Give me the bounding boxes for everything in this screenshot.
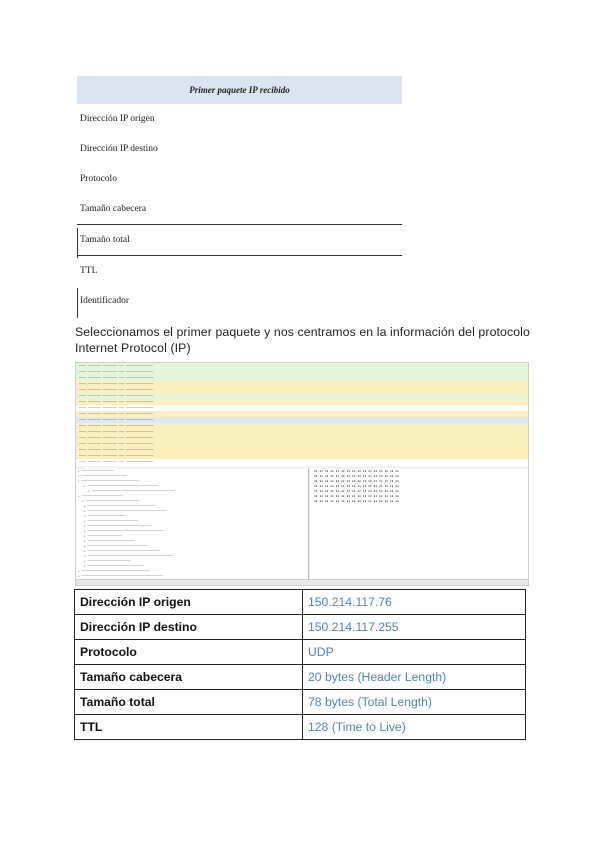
packet-row[interactable]: ──── ─────── ──────── ─── ─────────────── <box>76 459 528 465</box>
table-border-line <box>77 288 78 318</box>
packet-details-pane <box>76 469 309 579</box>
detail-line[interactable]: ▸ ─────────────────── <box>84 534 122 538</box>
packet-row[interactable]: ──── ─────── ──────── ─── ─────────────── <box>76 363 528 369</box>
template-row <box>77 164 402 194</box>
detail-line[interactable]: ▸ ────────────────────────── <box>84 539 135 543</box>
packet-row[interactable]: ──── ─────── ──────── ─── ─────────────── <box>76 369 528 375</box>
detail-line[interactable]: ▸ ─────────────────────────────── <box>84 564 144 568</box>
template-row-label: Identificador <box>80 296 130 306</box>
row-label: Tamaño cabecera <box>75 665 303 690</box>
row-value: 128 (Time to Live) <box>303 715 526 740</box>
template-row <box>77 194 402 225</box>
packet-row[interactable]: ──── ─────── ──────── ─── ─────────────── <box>76 441 528 447</box>
detail-line[interactable]: ▸ ─────────────────────────────────────────────── <box>84 554 173 558</box>
detail-line[interactable]: ▸ ─────────────────────────────────── <box>84 524 151 528</box>
template-row <box>77 104 402 134</box>
template-table-header: Primer paquete IP recibido <box>77 76 402 104</box>
wireshark-screenshot <box>75 362 529 586</box>
hex-line: ▮▮ ▮▮ ▮▮ ▮▮ ▮▮ ▮▮ ▮▮ ▮▮ ▮▮ ▮▮ ▮▮ ▮▮ ▮▮ ▮▮ ▮▮ ▮▮ <box>314 479 399 483</box>
table-row <box>75 690 526 715</box>
detail-line[interactable]: ▸ ───────────────────────── <box>78 474 127 478</box>
hex-line: ▮▮ ▮▮ ▮▮ ▮▮ ▮▮ ▮▮ ▮▮ ▮▮ ▮▮ ▮▮ ▮▮ ▮▮ ▮▮ ▮▮ ▮▮ ▮▮ <box>314 484 399 488</box>
detail-line[interactable]: ▸ ──────────────────────────────── <box>78 479 140 483</box>
detail-line[interactable]: ▸ ────────────────────────────── <box>82 499 140 503</box>
table-row <box>75 640 526 665</box>
detail-line[interactable]: ▸ ────────────────────────────────────── <box>78 569 151 573</box>
template-row <box>77 256 402 286</box>
hex-line: ▮▮ ▮▮ ▮▮ ▮▮ ▮▮ ▮▮ ▮▮ ▮▮ ▮▮ ▮▮ ▮▮ ▮▮ ▮▮ ▮▮ ▮▮ ▮▮ <box>314 489 399 493</box>
packet-row[interactable]: ──── ─────── ──────── ─── ─────────────── <box>76 399 528 405</box>
packet-row[interactable]: ──── ─────── ──────── ─── ─────────────── <box>76 447 528 453</box>
hex-line: ▮▮ ▮▮ ▮▮ ▮▮ ▮▮ ▮▮ ▮▮ ▮▮ ▮▮ ▮▮ ▮▮ ▮▮ ▮▮ ▮▮ ▮▮ ▮▮ <box>314 469 399 473</box>
template-row-label: Dirección IP origen <box>80 114 155 124</box>
detail-line[interactable]: ▸ ──────────────────────────── <box>84 519 139 523</box>
packet-row[interactable]: ──── ─────── ──────── ─── ─────────────── <box>76 405 528 411</box>
detail-line[interactable]: ▸ ────────────────────────────────────────────── <box>88 489 175 493</box>
packet-row[interactable]: ──── ─────── ──────── ─── ─────────────── <box>76 429 528 435</box>
packet-row[interactable]: ──── ─────── ──────── ─── ─────────────── <box>76 417 528 423</box>
detail-line[interactable]: ▸ ─────────────────────── <box>78 494 124 498</box>
detail-line[interactable]: ▸ ──────────────────────────────────────────── <box>84 509 168 513</box>
packet-list-pane <box>76 363 528 466</box>
row-value: 150.214.117.76 <box>303 590 526 615</box>
table-row <box>75 665 526 690</box>
packet-row[interactable]: ──── ─────── ──────── ─── ─────────────── <box>76 435 528 441</box>
packet-row[interactable]: ──── ─────── ──────── ─── ─────────────── <box>76 411 528 417</box>
hex-line: ▮▮ ▮▮ ▮▮ ▮▮ ▮▮ ▮▮ ▮▮ ▮▮ ▮▮ ▮▮ ▮▮ ▮▮ ▮▮ ▮▮ ▮▮ ▮▮ <box>314 499 399 503</box>
packet-bytes-pane <box>310 469 528 579</box>
template-row-label: Tamaño cabecera <box>80 204 147 214</box>
detail-line[interactable]: ▸ ───────────────────── <box>84 514 126 518</box>
hex-line: ▮▮ ▮▮ ▮▮ ▮▮ ▮▮ ▮▮ ▮▮ ▮▮ ▮▮ ▮▮ ▮▮ ▮▮ ▮▮ ▮▮ ▮▮ ▮▮ <box>314 494 399 498</box>
table-border-line <box>77 228 78 258</box>
packet-row[interactable]: ──── ─────── ──────── ─── ─────────────── <box>76 393 528 399</box>
template-row <box>77 286 402 316</box>
row-value: 78 bytes (Total Length) <box>303 690 526 715</box>
template-row-label: Tamaño total <box>80 235 130 245</box>
row-label: Protocolo <box>75 640 303 665</box>
table-row <box>75 590 526 615</box>
detail-line[interactable]: ▸ ────────────────── <box>78 469 115 473</box>
detail-line[interactable]: ▸ ─────────────────────────────────────── <box>84 484 159 488</box>
detail-line[interactable]: ▸ ────────────────────────────────────────── <box>84 529 164 533</box>
packet-row[interactable]: ──── ─────── ──────── ─── ─────────────── <box>76 387 528 393</box>
packet-row[interactable]: ──── ─────── ──────── ─── ─────────────── <box>76 375 528 381</box>
row-label: TTL <box>75 715 303 740</box>
row-label: Dirección IP origen <box>75 590 303 615</box>
table-row <box>75 715 526 740</box>
detail-line[interactable]: ▸ ──────────────────────── <box>84 559 131 563</box>
detail-line[interactable]: ▸ ───────────────────────────────────── <box>84 504 155 508</box>
row-value: 150.214.117.255 <box>303 615 526 640</box>
row-label: Dirección IP destino <box>75 615 303 640</box>
result-table <box>74 589 526 740</box>
status-bar <box>76 579 528 586</box>
detail-line[interactable]: ▸ ───────────────────────────────── <box>84 544 148 548</box>
template-row-label: Dirección IP destino <box>80 144 158 154</box>
packet-row[interactable]: ──── ─────── ──────── ─── ─────────────── <box>76 423 528 429</box>
packet-row[interactable]: ──── ─────── ──────── ─── ─────────────── <box>76 453 528 459</box>
packet-row[interactable]: ──── ─────── ──────── ─── ─────────────── <box>76 381 528 387</box>
template-row-label: Protocolo <box>80 174 117 184</box>
detail-line[interactable]: ▸ ───────────────────────────────────────────── <box>78 574 163 578</box>
row-value: 20 bytes (Header Length) <box>303 665 526 690</box>
template-row <box>77 225 402 256</box>
packet-list <box>76 363 528 465</box>
template-row-label: TTL <box>80 266 98 276</box>
body-paragraph: Seleccionamos el primer paquete y nos centramos en la información del protocolo Internet Protocol (IP) <box>75 325 530 355</box>
row-label: Tamaño total <box>75 690 303 715</box>
row-value: UDP <box>303 640 526 665</box>
hex-line: ▮▮ ▮▮ ▮▮ ▮▮ ▮▮ ▮▮ ▮▮ ▮▮ ▮▮ ▮▮ ▮▮ ▮▮ ▮▮ ▮▮ ▮▮ ▮▮ <box>314 474 399 478</box>
detail-line[interactable]: ▸ ──────────────────────────────────────── <box>84 549 160 553</box>
template-row <box>77 134 402 164</box>
template-table <box>77 76 402 316</box>
table-row <box>75 615 526 640</box>
